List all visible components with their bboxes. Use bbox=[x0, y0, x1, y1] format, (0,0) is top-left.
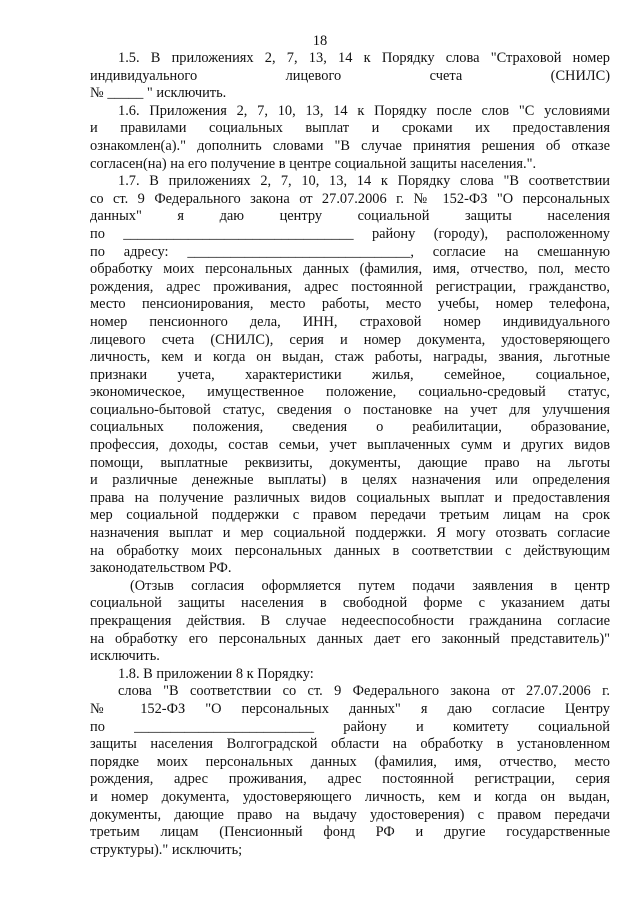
text-line: социальных положения, сведения о реабилитации, образование, bbox=[90, 419, 610, 436]
text-line: документы, дающие право на выдачу удостоверения) с правом передачи bbox=[90, 806, 610, 823]
text-line: обработку моих персональных данных (фамилия, имя, отчество, пол, место bbox=[90, 261, 610, 278]
text-line: законодательством РФ. bbox=[90, 560, 232, 577]
text-line: права на получение различных видов социальных выплат и предоставления bbox=[90, 489, 610, 506]
text-line: индивидуального лицевого счета (СНИЛС) bbox=[90, 67, 610, 84]
text-line: номер пенсионного дела, ИНН, страховой номер индивидуального bbox=[90, 313, 610, 330]
text-line: мер социальной поддержки с правом передачи третьим лицам на срок bbox=[90, 507, 610, 524]
text-line: и номер документа, удостоверяющего личность, кем и когда он выдан, bbox=[90, 788, 610, 805]
text-line: по адресу: _______________________________, согласие на смешанную bbox=[90, 243, 610, 260]
text-line: помощи, выплатные реквизиты, документы, дающие право на льготы bbox=[90, 454, 610, 471]
text-line: на обработку моих персональных данных в соответствии с действующим bbox=[90, 542, 610, 559]
text-line: экономическое, имущественное положение, социально-средовый статус, bbox=[90, 384, 610, 401]
text-line: назначения выплат и мер социальной поддержки. Я могу отозвать согласие bbox=[90, 525, 610, 542]
text-line: рождения, адрес проживания, адрес постоянной регистрации, гражданство, bbox=[90, 278, 610, 295]
text-line: структуры)." исключить; bbox=[90, 841, 243, 858]
text-line: 1.5. В приложениях 2, 7, 13, 14 к Порядку слова "Страховой номер bbox=[118, 50, 610, 66]
text-line: слова "В соответствии со ст. 9 Федерального закона от 27.07.2006 г. bbox=[118, 683, 610, 700]
text-line: признаки учета, характеристики жилья, семейное, социальное, bbox=[90, 366, 610, 383]
text-line: прекращения действия. В случае недееспособности гражданина согласие bbox=[90, 613, 610, 629]
text-line: № 152-ФЗ "О персональных данных" я даю согласие Центру bbox=[90, 700, 610, 717]
text-line: профессия, доходы, состав семьи, учет выплаченных сумм и других видов bbox=[90, 437, 610, 454]
text-line: лицевого счета (СНИЛС), серия и номер документа, удостоверяющего bbox=[90, 331, 610, 348]
text-line: и правилами социальных выплат и сроками их предоставления bbox=[90, 120, 610, 137]
text-line: исключить. bbox=[90, 648, 160, 665]
text-line: порядке моих персональных данных (фамилия, имя, отчество, место bbox=[90, 753, 610, 770]
text-line: по _________________________ району и комитету социальной bbox=[90, 718, 610, 735]
text-line: социально-бытовой статус, сведения о постановке на учет для улучшения bbox=[90, 401, 610, 418]
text-line: № _____ " исключить. bbox=[90, 85, 227, 102]
text-line: данных" я даю центру социальной защиты населения bbox=[90, 208, 610, 225]
text-line: на обработку его персональных данных дает его законный представитель)" bbox=[90, 630, 610, 647]
document-body bbox=[90, 50, 610, 859]
text-line: (Отзыв согласия оформляется путем подачи заявления в центр bbox=[130, 577, 610, 594]
text-line: 1.8. В приложении 8 к Порядку: bbox=[118, 665, 314, 682]
text-line: защиты населения Волгоградской области на обработку в установленном bbox=[90, 736, 610, 753]
text-line: 1.7. В приложениях 2, 7, 10, 13, 14 к Порядку слова "В соответствии bbox=[118, 173, 610, 190]
text-line: социальной защиты населения в свободной форме с указанием даты bbox=[90, 595, 610, 612]
text-line: по ________________________________ району (городу), расположенному bbox=[90, 225, 610, 242]
text-line: третьим лицам (Пенсионный фонд РФ и другие государственные bbox=[90, 824, 610, 841]
text-line: и различные денежные выплаты) в целях назначения или определения bbox=[90, 472, 610, 489]
text-line: со ст. 9 Федерального закона от 27.07.2006 г. № 152-ФЗ "О персональных bbox=[90, 190, 610, 207]
text-line: место пенсионирования, место работы, место учебы, номер телефона, bbox=[90, 296, 610, 313]
page-number: 18 bbox=[312, 33, 328, 49]
text-line: 1.6. Приложения 2, 7, 10, 13, 14 к Порядку после слов "С условиями bbox=[118, 102, 610, 119]
text-line: личность, кем и когда он выдан, стаж работы, награды, звания, льготные bbox=[90, 349, 610, 366]
text-line: рождения, адрес проживания, адрес постоянной регистрации, серия bbox=[90, 771, 610, 788]
text-line: согласен(на) на его получение в центре социальной защиты населения.". bbox=[90, 155, 537, 172]
text-line: ознакомлен(а)." дополнить словами "В случае принятия решения об отказе bbox=[90, 137, 610, 154]
